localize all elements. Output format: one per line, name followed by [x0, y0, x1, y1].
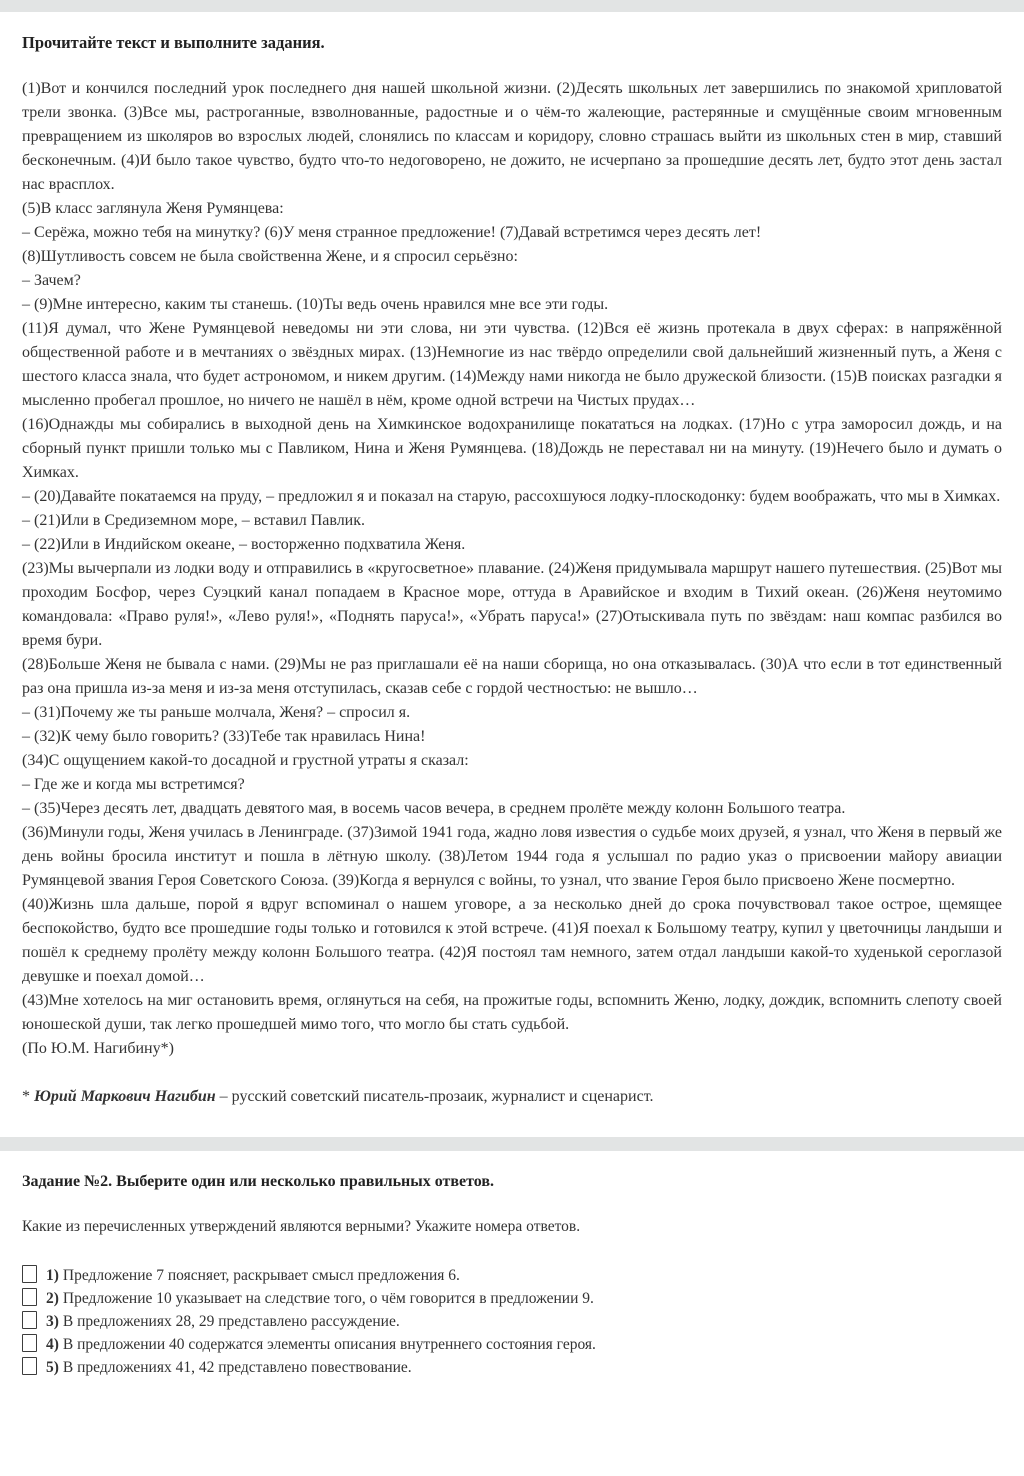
- passage-paragraph: (23)Мы вычерпали из лодки воду и отправились в «кругосветное» плавание. (24)Женя придумывала маршрут нашего путешествия. (25)Вот мы проходим Босфор, через Суэцкий канал попадаем в Красное море, оттуда в Аравийское и входим в Тихий океан. (26)Женя неутомимо командовала: «Право руля!», «Лево руля!», «Поднять паруса!», «Убрать паруса!» (27)Отыскивала путь по звёздам: наш компас разбился во время бури.: [22, 560, 1002, 649]
- passage-paragraph: – Зачем?: [22, 272, 81, 289]
- passage-paragraph: – (22)Или в Индийском океане, – восторженно подхватила Женя.: [22, 536, 466, 553]
- answer-option-row[interactable]: [22, 1287, 1002, 1310]
- answer-checkbox[interactable]: [22, 1265, 37, 1283]
- section-divider-band: [0, 1137, 1024, 1151]
- passage-paragraph: – (32)К чему было говорить? (33)Тебе так нравилась Нина!: [22, 728, 426, 745]
- passage-paragraph: (8)Шутливость совсем не была свойственна Жене, и я спросил серьёзно:: [22, 248, 518, 265]
- answer-checkbox[interactable]: [22, 1311, 37, 1329]
- passage-paragraph: – (20)Давайте покатаемся на пруду, – предложил я и показал на старую, рассохшуюся лодку-плоскодонку: будем воображать, что мы в Химках.: [22, 488, 1001, 505]
- task-section: [0, 1172, 1024, 1379]
- answer-option-text: В предложениях 41, 42 представлено повествование.: [62, 1359, 412, 1376]
- answer-option-text: Предложение 10 указывает на следствие того, о чём говорится в предложении 9.: [62, 1290, 594, 1307]
- answer-option-number: 4): [46, 1336, 59, 1353]
- passage-paragraph: (5)В класс заглянула Женя Румянцева:: [22, 200, 284, 217]
- footnote: [22, 1085, 1002, 1109]
- answer-checkbox[interactable]: [22, 1288, 37, 1306]
- passage-paragraph: (40)Жизнь шла дальше, порой я вдруг вспоминал о нашем уговоре, а за несколько дней до срока почувствовал такое острое, щемящее беспокойство, будто все прошедшие годы только и готовился к этой встрече. (41)Я поехал к Большому театру, купил у цветочницы ландыши и пошёл к среднему пролёту между колонн Большого театра. (42)Я постоял там немного, затем отдал ландыши какой-то худенькой сероглазой девушке и поехал домой…: [22, 896, 1002, 985]
- passage-paragraph: (28)Больше Женя не бывала с нами. (29)Мы не раз приглашали её на наши сборища, но она отказывалась. (30)А что если в тот единственный раз она пришла из-за меня и из-за меня отступилась, сказав себе с гордой честностью: не вышло…: [22, 656, 1002, 697]
- answer-option-number: 5): [46, 1359, 59, 1376]
- task-title: Задание №2. Выберите один или несколько правильных ответов.: [22, 1173, 495, 1190]
- passage-paragraph: – (9)Мне интересно, каким ты станешь. (10)Ты ведь очень нравился мне все эти годы.: [22, 296, 609, 313]
- passage-paragraph: – Где же и когда мы встретимся?: [22, 776, 245, 793]
- passage-paragraph: (36)Минули годы, Женя училась в Ленинграде. (37)Зимой 1941 года, жадно ловя известия о судьбе моих друзей, я узнал, что Женя в первый же день войны бросила институт и пошла в лётную школу. (38)Летом 1944 года я услышал по радио указ о присвоении майору авиации Румянцевой звания Героя Советского Союза. (39)Когда я вернулся с войны, то узнал, что звание Героя было присвоено Жене посмертно.: [22, 824, 1002, 889]
- footnote-author: Юрий Маркович Нагибин: [34, 1088, 216, 1105]
- answer-option-row[interactable]: [22, 1264, 1002, 1287]
- answer-option-row[interactable]: [22, 1310, 1002, 1333]
- answer-option-row[interactable]: [22, 1333, 1002, 1356]
- passage-paragraph: (16)Однажды мы собирались в выходной день на Химкинское водохранилище покататься на лодках. (17)Но с утра заморосил дождь, и на сборный пункт пришли только мы с Павликом, Нина и Женя Румянцева. (18)Дождь не переставал ни на минуту. (19)Нечего было и думать о Химках.: [22, 416, 1002, 481]
- answer-option-text: В предложениях 28, 29 представлено рассуждение.: [62, 1313, 400, 1330]
- answer-option-text: Предложение 7 поясняет, раскрывает смысл предложения 6.: [62, 1267, 460, 1284]
- passage-paragraph: (43)Мне хотелось на миг остановить время, оглянуться на себя, на прожитые годы, вспомнить Женю, лодку, дождик, вспомнить слепоту своей юношеской души, так легко прошедшей мимо того, что могло бы стать судьбой.: [22, 992, 1002, 1033]
- answer-option-text: В предложении 40 содержатся элементы описания внутреннего состояния героя.: [62, 1336, 596, 1353]
- passage-paragraph: (По Ю.М. Нагибину*): [22, 1040, 174, 1057]
- footnote-text: – русский советский писатель-прозаик, журналист и сценарист.: [215, 1088, 654, 1105]
- page-title: Прочитайте текст и выполните задания.: [22, 33, 325, 52]
- answer-checkbox[interactable]: [22, 1357, 37, 1375]
- passage-paragraph: – (21)Или в Средиземном море, – вставил Павлик.: [22, 512, 366, 529]
- passage-paragraph: (11)Я думал, что Жене Румянцевой неведомы ни эти слова, ни эти чувства. (12)Вся её жизнь протекала в двух сферах: в напряжённой общественной работе и в мечтаниях о звёздных мирах. (13)Немногие из нас твёрдо определили свой дальнейший жизненный путь, а Женя с шестого класса знала, что будет астрономом, и никем другим. (14)Между нами никогда не было дружеской близости. (15)В поисках разгадки я мысленно пробегал прошлое, но ничего не нашёл в нём, кроме одной встречи на Чистых прудах…: [22, 320, 1002, 409]
- passage-paragraph: – (35)Через десять лет, двадцать девятого мая, в восемь часов вечера, в среднем пролёте между колонн Большого театра.: [22, 800, 846, 817]
- passage-paragraph: (34)С ощущением какой-то досадной и грустной утраты я сказал:: [22, 752, 469, 769]
- answer-option-number: 3): [46, 1313, 59, 1330]
- passage: [22, 77, 1002, 1061]
- footnote-marker: *: [22, 1088, 34, 1105]
- passage-paragraph: (1)Вот и кончился последний урок последнего дня нашей школьной жизни. (2)Десять школьных лет завершились по знакомой хрипловатой трели звонка. (3)Все мы, растроганные, взволнованные, радостные и о чём-то жалеющие, растерянные и смущённые своим мгновенным превращением из школяров во взрослых людей, слонялись по классам и коридору, словно страшась выйти из школьных стен в мир, ставший бесконечным. (4)И было такое чувство, будто что-то недоговорено, не дожито, не исчерпано за прошедшие десять лет, будто этот день застал нас врасплох.: [22, 80, 1002, 193]
- answer-checkbox[interactable]: [22, 1334, 37, 1352]
- passage-paragraph: – Серёжа, можно тебя на минутку? (6)У меня странное предложение! (7)Давай встретимся через десять лет!: [22, 224, 762, 241]
- task-question: Какие из перечисленных утверждений являются верными? Укажите номера ответов.: [22, 1218, 581, 1235]
- answer-option-number: 2): [46, 1290, 59, 1307]
- passage-section: [0, 33, 1024, 1109]
- answer-options-list: [22, 1264, 1002, 1379]
- answer-option-number: 1): [46, 1267, 59, 1284]
- top-divider-band: [0, 0, 1024, 12]
- answer-option-row[interactable]: [22, 1356, 1002, 1379]
- passage-paragraph: – (31)Почему же ты раньше молчала, Женя? – спросил я.: [22, 704, 411, 721]
